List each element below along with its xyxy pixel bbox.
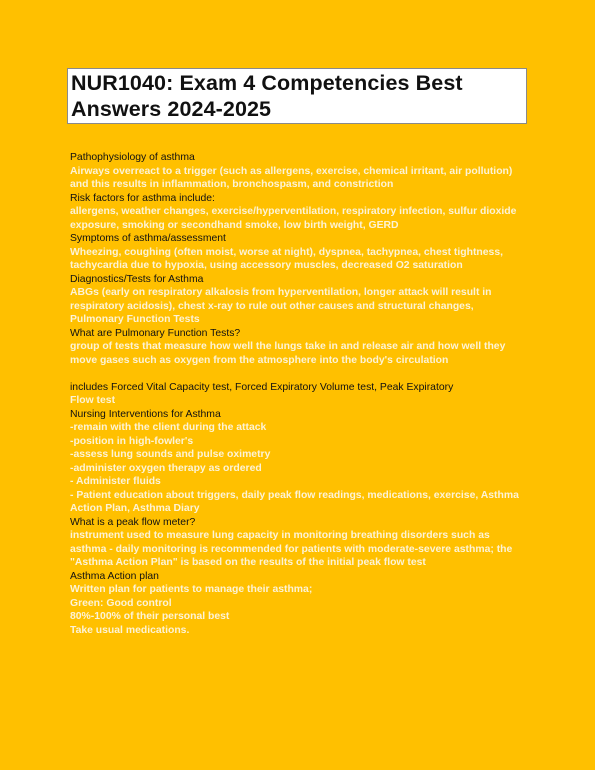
card-answer: allergens, weather changes, exercise/hyperventilation, respiratory infection, sulfur dioxide exposure, smoking or secondhand smoke, low birth weight, GERD: [70, 206, 517, 231]
card-answer-extra: includes Forced Vital Capacity test, Forced Expiratory Volume test, Peak Expiratory: [70, 381, 454, 393]
flashcard-list: [70, 151, 525, 637]
card-question: Asthma Action plan: [70, 570, 159, 582]
card-answer: Airways overreact to a trigger (such as allergens, exercise, chemical irritant, air pollution) and this results in inflammation, bronchospasm, and constriction: [70, 165, 513, 190]
title-box: [67, 68, 527, 124]
card-answer-line: -administer oxygen therapy as ordered: [70, 462, 262, 474]
card-answer-line: - Administer fluids: [70, 476, 161, 487]
card-answer-line: Green: Good control: [70, 597, 172, 609]
card-answer: ABGs (early on respiratory alkalosis from hyperventilation, longer attack will result in respiratory acidosis), chest x-ray to rule out other causes and structural changes, Pulmonary Function Tests: [70, 287, 492, 325]
card-answer-line: - Patient education about triggers, daily peak flow readings, medications, exercise, Asthma Action Plan, Asthma Diary: [70, 489, 519, 514]
card-answer: Wheezing, coughing (often moist, worse at night), dyspnea, tachypnea, chest tightness, tachycardia due to hypoxia, using accessory muscles, decreased O2 saturation: [70, 246, 503, 271]
card-question: What are Pulmonary Function Tests?: [70, 327, 241, 339]
card-pulmonary-function-tests: [70, 327, 525, 408]
card-asthma-action-plan: [70, 570, 525, 638]
card-question: Risk factors for asthma include:: [70, 192, 215, 204]
card-answer: group of tests that measure how well the lungs take in and release air and how well they move gases such as oxygen from the atmosphere into the body's circulation: [70, 341, 506, 366]
card-answer-line: 80%-100% of their personal best: [70, 611, 230, 622]
card-pathophysiology: [70, 151, 525, 192]
card-question: Symptoms of asthma/assessment: [70, 233, 226, 244]
card-question: Diagnostics/Tests for Asthma: [70, 273, 204, 285]
spacer: [70, 367, 525, 381]
card-peak-flow-meter: [70, 516, 525, 570]
card-risk-factors: [70, 192, 525, 233]
card-answer-line: Take usual medications.: [70, 624, 190, 636]
card-answer-extra-bold: Flow test: [70, 395, 116, 406]
card-answer-line: -position in high-fowler's: [70, 435, 194, 447]
card-question: Pathophysiology of asthma: [70, 152, 195, 163]
card-answer-line: -assess lung sounds and pulse oximetry: [70, 449, 271, 460]
card-question: Nursing Interventions for Asthma: [70, 408, 221, 420]
card-answer-line: -remain with the client during the attack: [70, 422, 267, 433]
card-symptoms: [70, 232, 525, 273]
document-title: NUR1040: Exam 4 Competencies Best Answers 2024-2025: [71, 71, 463, 121]
card-answer: instrument used to measure lung capacity in monitoring breathing disorders such as asthma - daily monitoring is recommended for patients with moderate-severe asthma; the "Asthma Action Plan" is based on the results of the initial peak flow test: [70, 530, 513, 568]
card-diagnostics: [70, 273, 525, 327]
card-answer-line: Written plan for patients to manage their asthma;: [70, 584, 313, 595]
card-question: What is a peak flow meter?: [70, 516, 196, 528]
card-nursing-interventions: [70, 408, 525, 516]
